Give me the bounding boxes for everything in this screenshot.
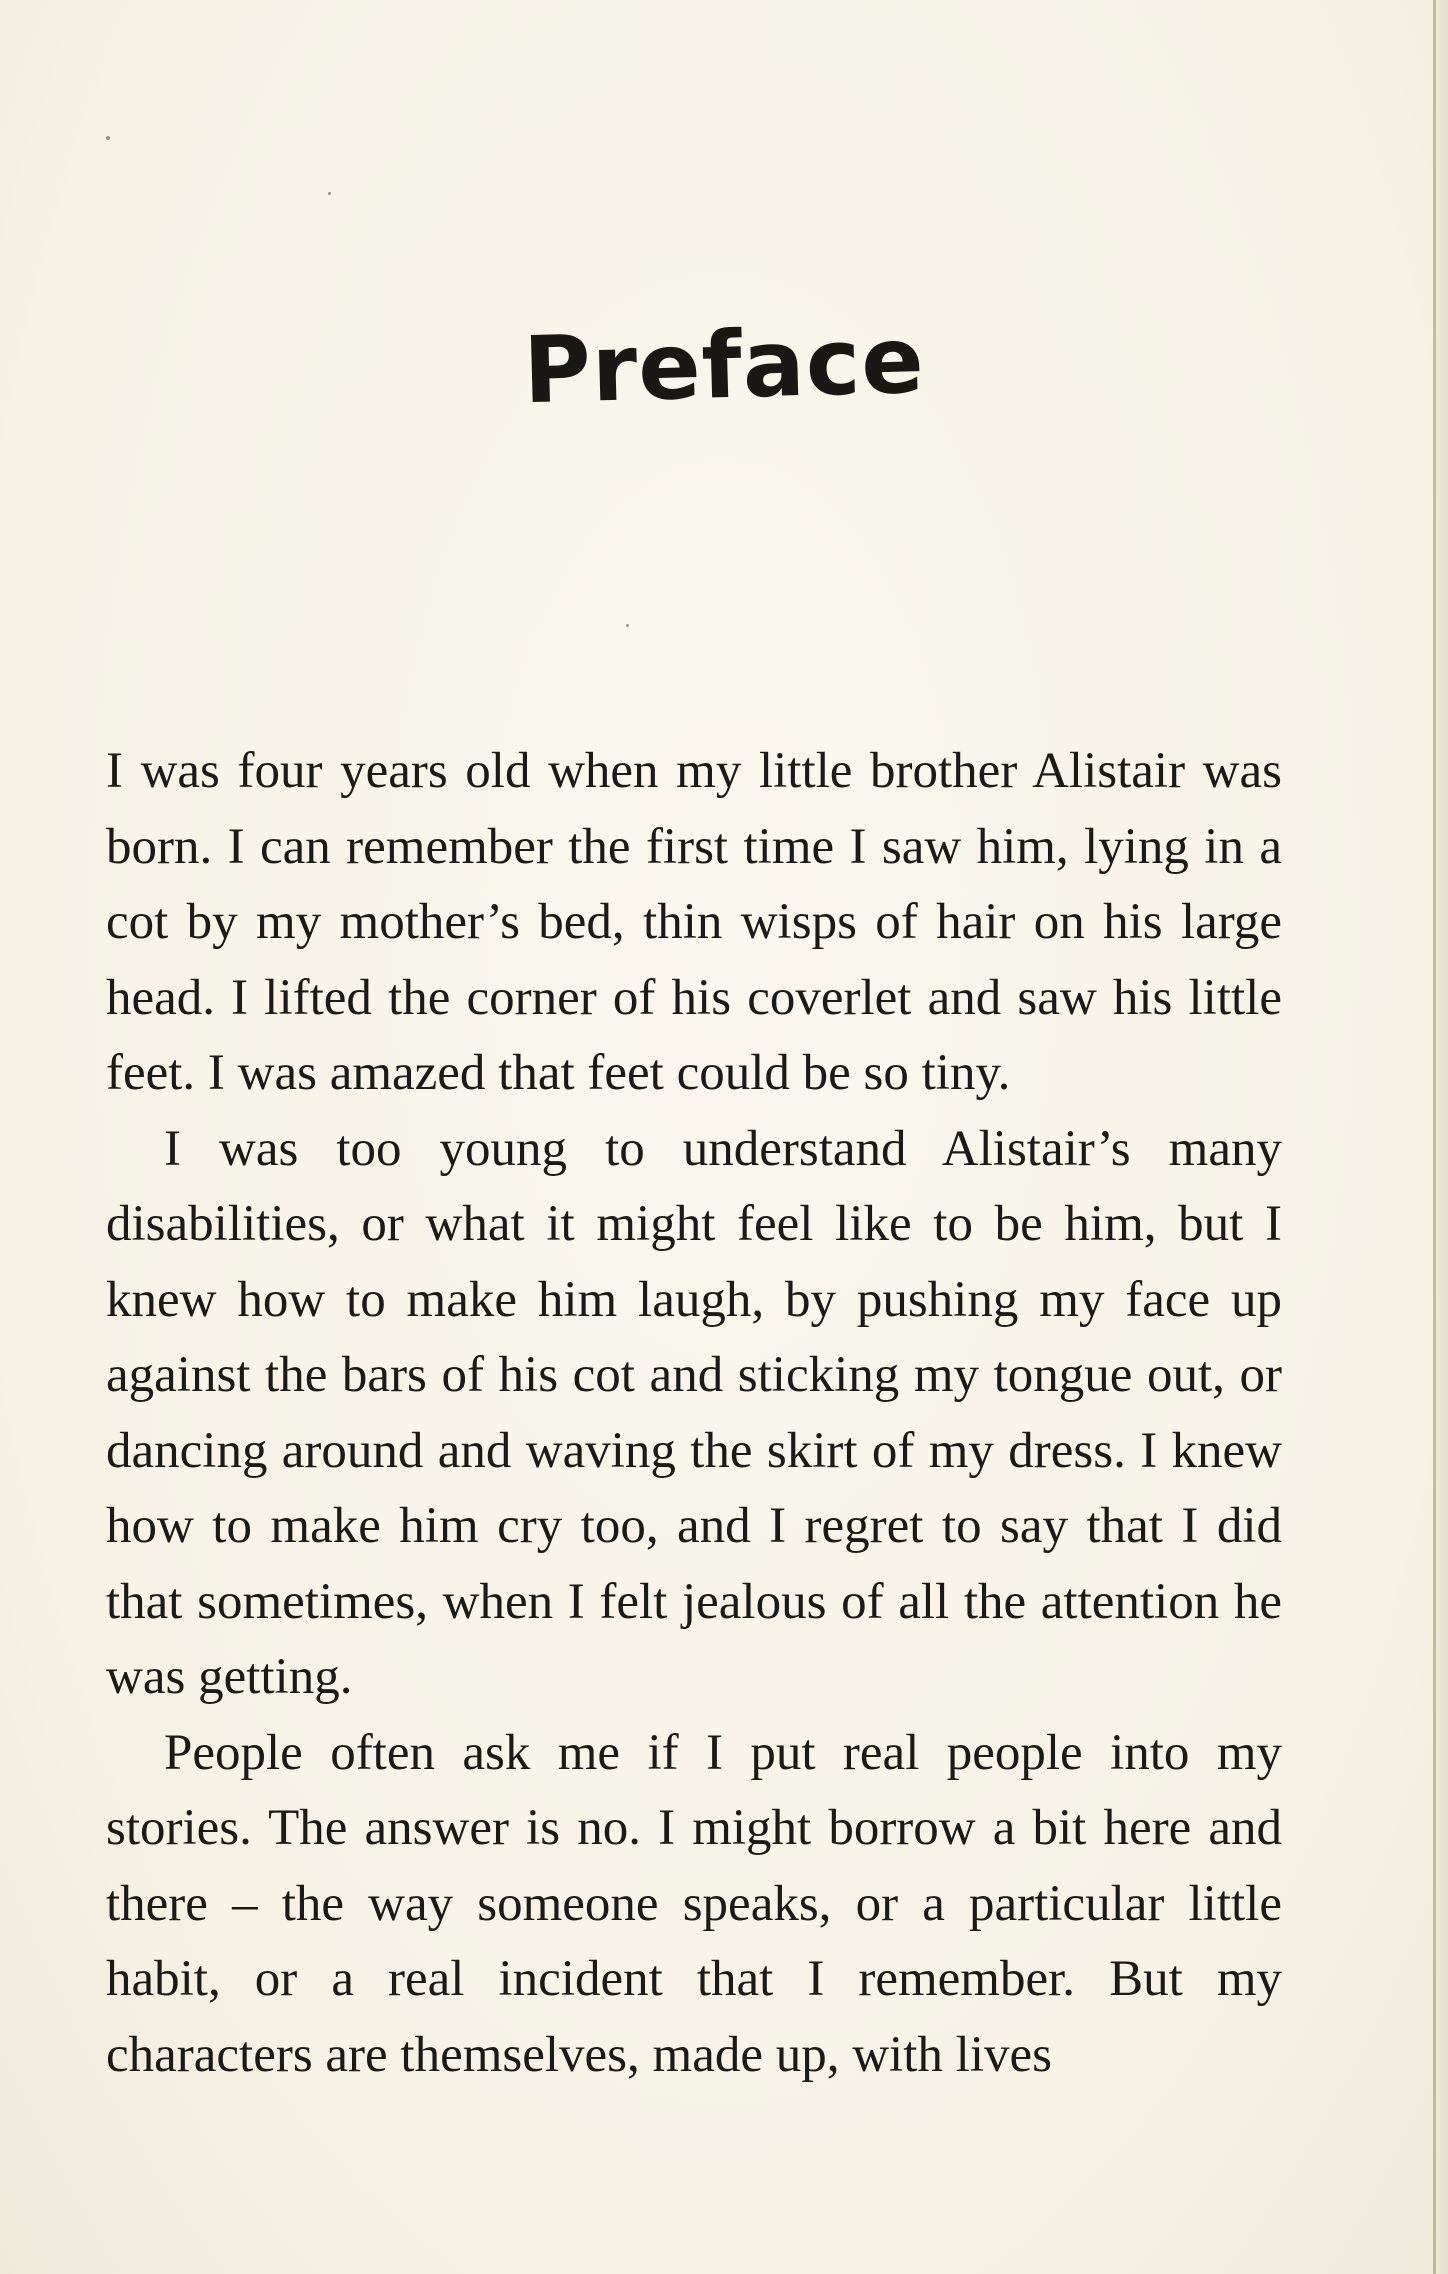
- page-title: Preface: [522, 306, 926, 425]
- paper-speck: [106, 136, 110, 140]
- paper-speck: [626, 624, 629, 627]
- paragraph-2: I was too young to understand Alistair’s many disabilities, or what it might feel like to be him, but I knew how to make him laugh, by pushing my face up against the bars of his cot and sticking my tongue out, or dancing around and waving the skirt of my dress. I knew how to make him cry too, and I regret to say that I did that sometimes, when I felt jealous of all the attention he was getting.: [106, 1120, 1282, 1705]
- page-edge-line: [1433, 0, 1436, 2274]
- body-text: [106, 734, 1282, 2093]
- paragraph-1: I was four years old when my little brother Alistair was born. I can remember the first time I saw him, lying in a cot by my mother’s bed, thin wisps of hair on his large head. I lifted the corner of his coverlet and saw his little feet. I was amazed that feet could be so tiny.: [106, 743, 1282, 1101]
- page-edge-shadow: [1436, 0, 1448, 2274]
- paper-speck: [328, 192, 331, 195]
- paragraph-3: People often ask me if I put real people into my stories. The answer is no. I might borrow a bit here and there – the way someone speaks, or a particular little habit, or a real incident that I remember. But my characters are themselves, made up, with lives: [106, 1724, 1282, 2083]
